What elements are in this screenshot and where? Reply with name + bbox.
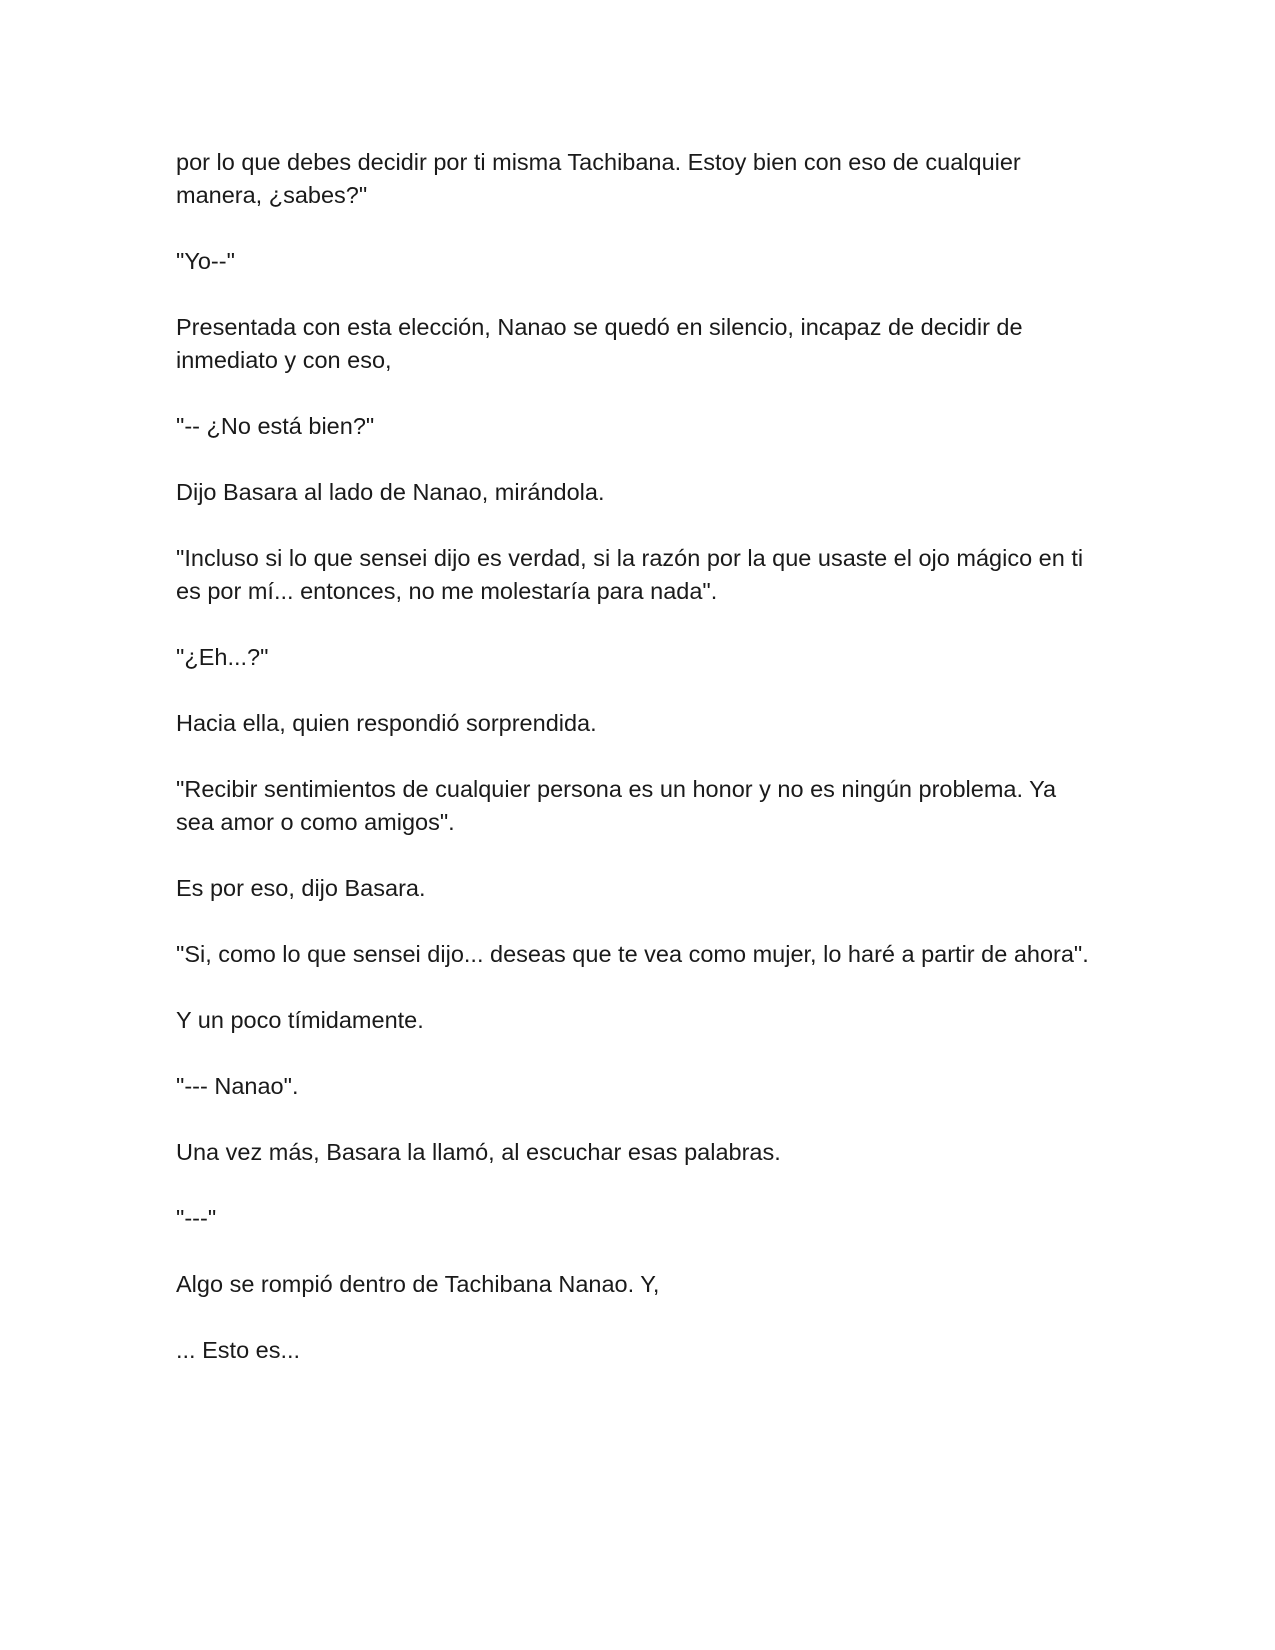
paragraph: Presentada con esta elección, Nanao se quedó en silencio, incapaz de decidir de inmediato y con eso,	[176, 314, 1023, 373]
paragraph: "Recibir sentimientos de cualquier persona es un honor y no es ningún problema. Ya sea amor o como amigos".	[176, 776, 1057, 835]
paragraph: Dijo Basara al lado de Nanao, mirándola.	[176, 479, 605, 505]
paragraph: Algo se rompió dentro de Tachibana Nanao. Y,	[176, 1271, 660, 1297]
document-body	[176, 146, 1096, 1400]
paragraph: por lo que debes decidir por ti misma Tachibana. Estoy bien con eso de cualquier manera, ¿sabes?"	[176, 149, 1021, 208]
paragraph: "-- ¿No está bien?"	[176, 413, 375, 439]
paragraph: "--- Nanao".	[176, 1073, 299, 1099]
paragraph: ... Esto es...	[176, 1337, 301, 1363]
paragraph: Y un poco tímidamente.	[176, 1007, 424, 1033]
paragraph: "Si, como lo que sensei dijo... deseas que te vea como mujer, lo haré a partir de ahora".	[176, 941, 1089, 967]
paragraph: Es por eso, dijo Basara.	[176, 875, 426, 901]
paragraph: "Yo--"	[176, 248, 235, 274]
paragraph: "Incluso si lo que sensei dijo es verdad, si la razón por la que usaste el ojo mágico en ti es por mí... entonces, no me molestaría para nada".	[176, 545, 1084, 604]
paragraph: Hacia ella, quien respondió sorprendida.	[176, 710, 597, 736]
paragraph: Una vez más, Basara la llamó, al escuchar esas palabras.	[176, 1139, 781, 1165]
paragraph: "¿Eh...?"	[176, 644, 269, 670]
paragraph: "---"	[176, 1205, 217, 1231]
